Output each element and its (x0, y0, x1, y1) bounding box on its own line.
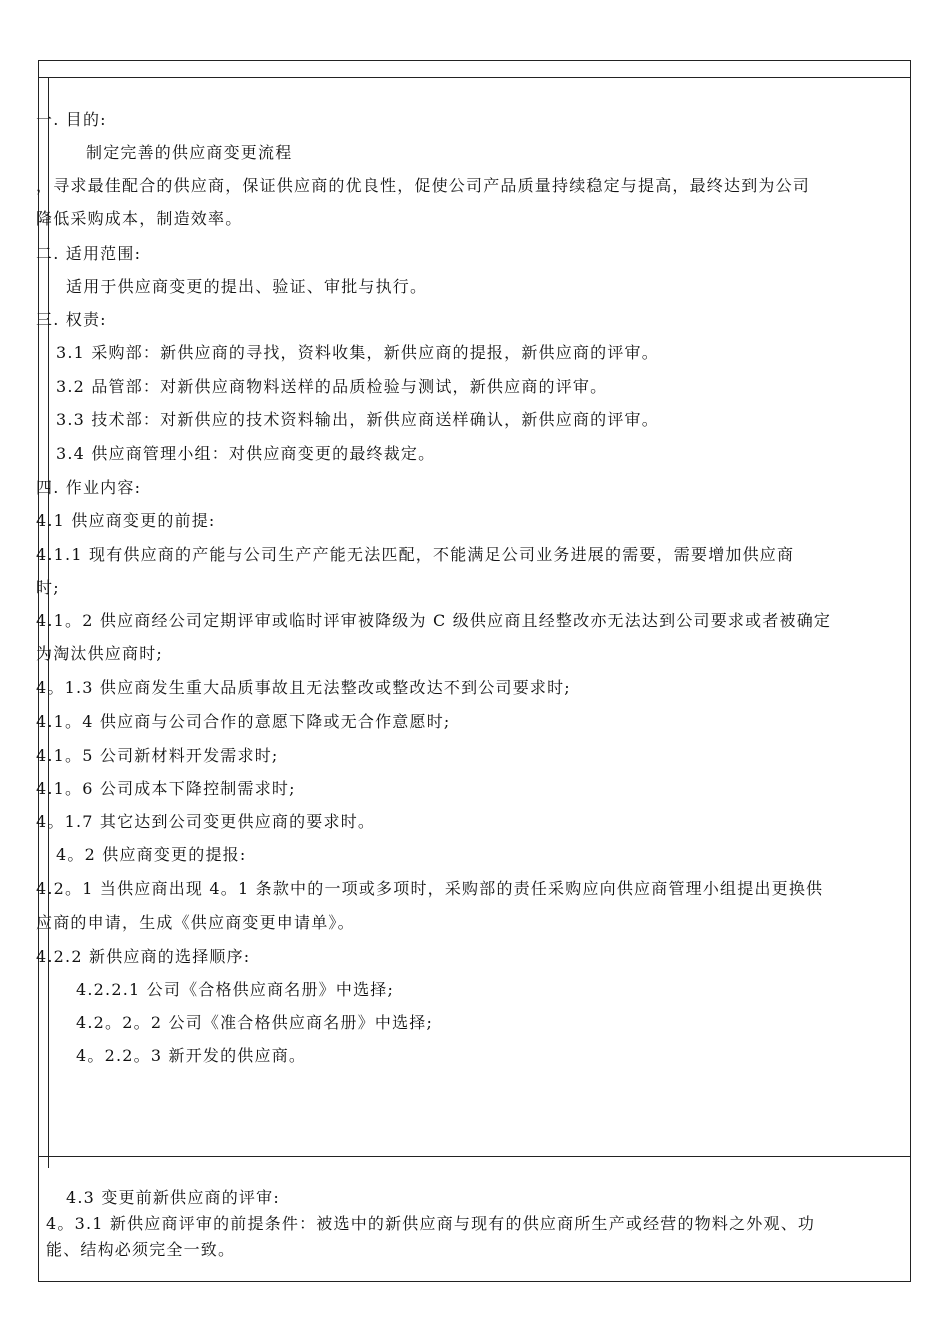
document-line: 四. 作业内容: (36, 478, 142, 497)
document-line: 3.4 供应商管理小组：对供应商变更的最终裁定。 (56, 444, 436, 463)
document-line: 4.3 变更前新供应商的评审: (66, 1188, 280, 1207)
document-line: 4。1.3 供应商发生重大品质事故且无法整改或整改达不到公司要求时; (36, 678, 571, 697)
document-line: ，寻求最佳配合的供应商，保证供应商的优良性，促使公司产品质量持续稳定与提高，最终达到为公司 (36, 176, 811, 195)
document-line: 降低采购成本，制造效率。 (36, 209, 243, 228)
document-line: 4.2。2。2 公司《准合格供应商名册》中选择; (76, 1013, 434, 1032)
document-line: 能、结构必须完全一致。 (46, 1240, 236, 1259)
document-line: 4。2 供应商变更的提报: (56, 845, 247, 864)
document-line: 适用于供应商变更的提出、验证、审批与执行。 (66, 277, 428, 296)
document-line: 4.2.2 新供应商的选择顺序: (36, 947, 251, 966)
document-line: 4.1。4 供应商与公司合作的意愿下降或无合作意愿时; (36, 712, 451, 731)
document-line: 3.1 采购部：新供应商的寻找，资料收集，新供应商的提报，新供应商的评审。 (56, 343, 659, 362)
document-line: 二. 适用范围: (36, 244, 142, 263)
document-line: 4.1 供应商变更的前提: (36, 511, 216, 530)
header-row-box (38, 60, 911, 78)
document-line: 一. 目的: (36, 110, 107, 129)
document-line: 时; (36, 578, 60, 597)
document-line: 3.2 品管部：对新供应商物料送样的品质检验与测试，新供应商的评审。 (56, 377, 608, 396)
document-line: 4.1。6 公司成本下降控制需求时; (36, 779, 296, 798)
document-line: 3.3 技术部：对新供应的技术资料输出，新供应商送样确认，新供应商的评审。 (56, 410, 659, 429)
document-line: 为淘汰供应商时; (36, 644, 163, 663)
document-line: 制定完善的供应商变更流程 (86, 143, 293, 162)
document-line: 4.1。5 公司新材料开发需求时; (36, 746, 279, 765)
document-line: 4。2.2。3 新开发的供应商。 (76, 1046, 307, 1065)
document-line: 三. 权责: (36, 310, 107, 329)
document-line: 4.2.2.1 公司《合格供应商名册》中选择; (76, 980, 395, 999)
document-line: 4.2。1 当供应商出现 4。1 条款中的一项或多项时，采购部的责任采购应向供应商管理小组提出更换供 (36, 879, 824, 898)
document-line: 4。3.1 新供应商评审的前提条件：被选中的新供应商与现有的供应商所生产或经营的物料之外观、功 (46, 1214, 816, 1233)
document-line: 4。1.7 其它达到公司变更供应商的要求时。 (36, 812, 376, 831)
document-line: 4.1。2 供应商经公司定期评审或临时评审被降级为 C 级供应商且经整改亦无法达到公司要求或者被确定 (36, 611, 832, 630)
document-line: 4.1.1 现有供应商的产能与公司生产产能无法匹配，不能满足公司业务进展的需要，需要增加供应商 (36, 545, 795, 564)
document-line: 应商的申请，生成《供应商变更申请单》。 (36, 913, 355, 932)
